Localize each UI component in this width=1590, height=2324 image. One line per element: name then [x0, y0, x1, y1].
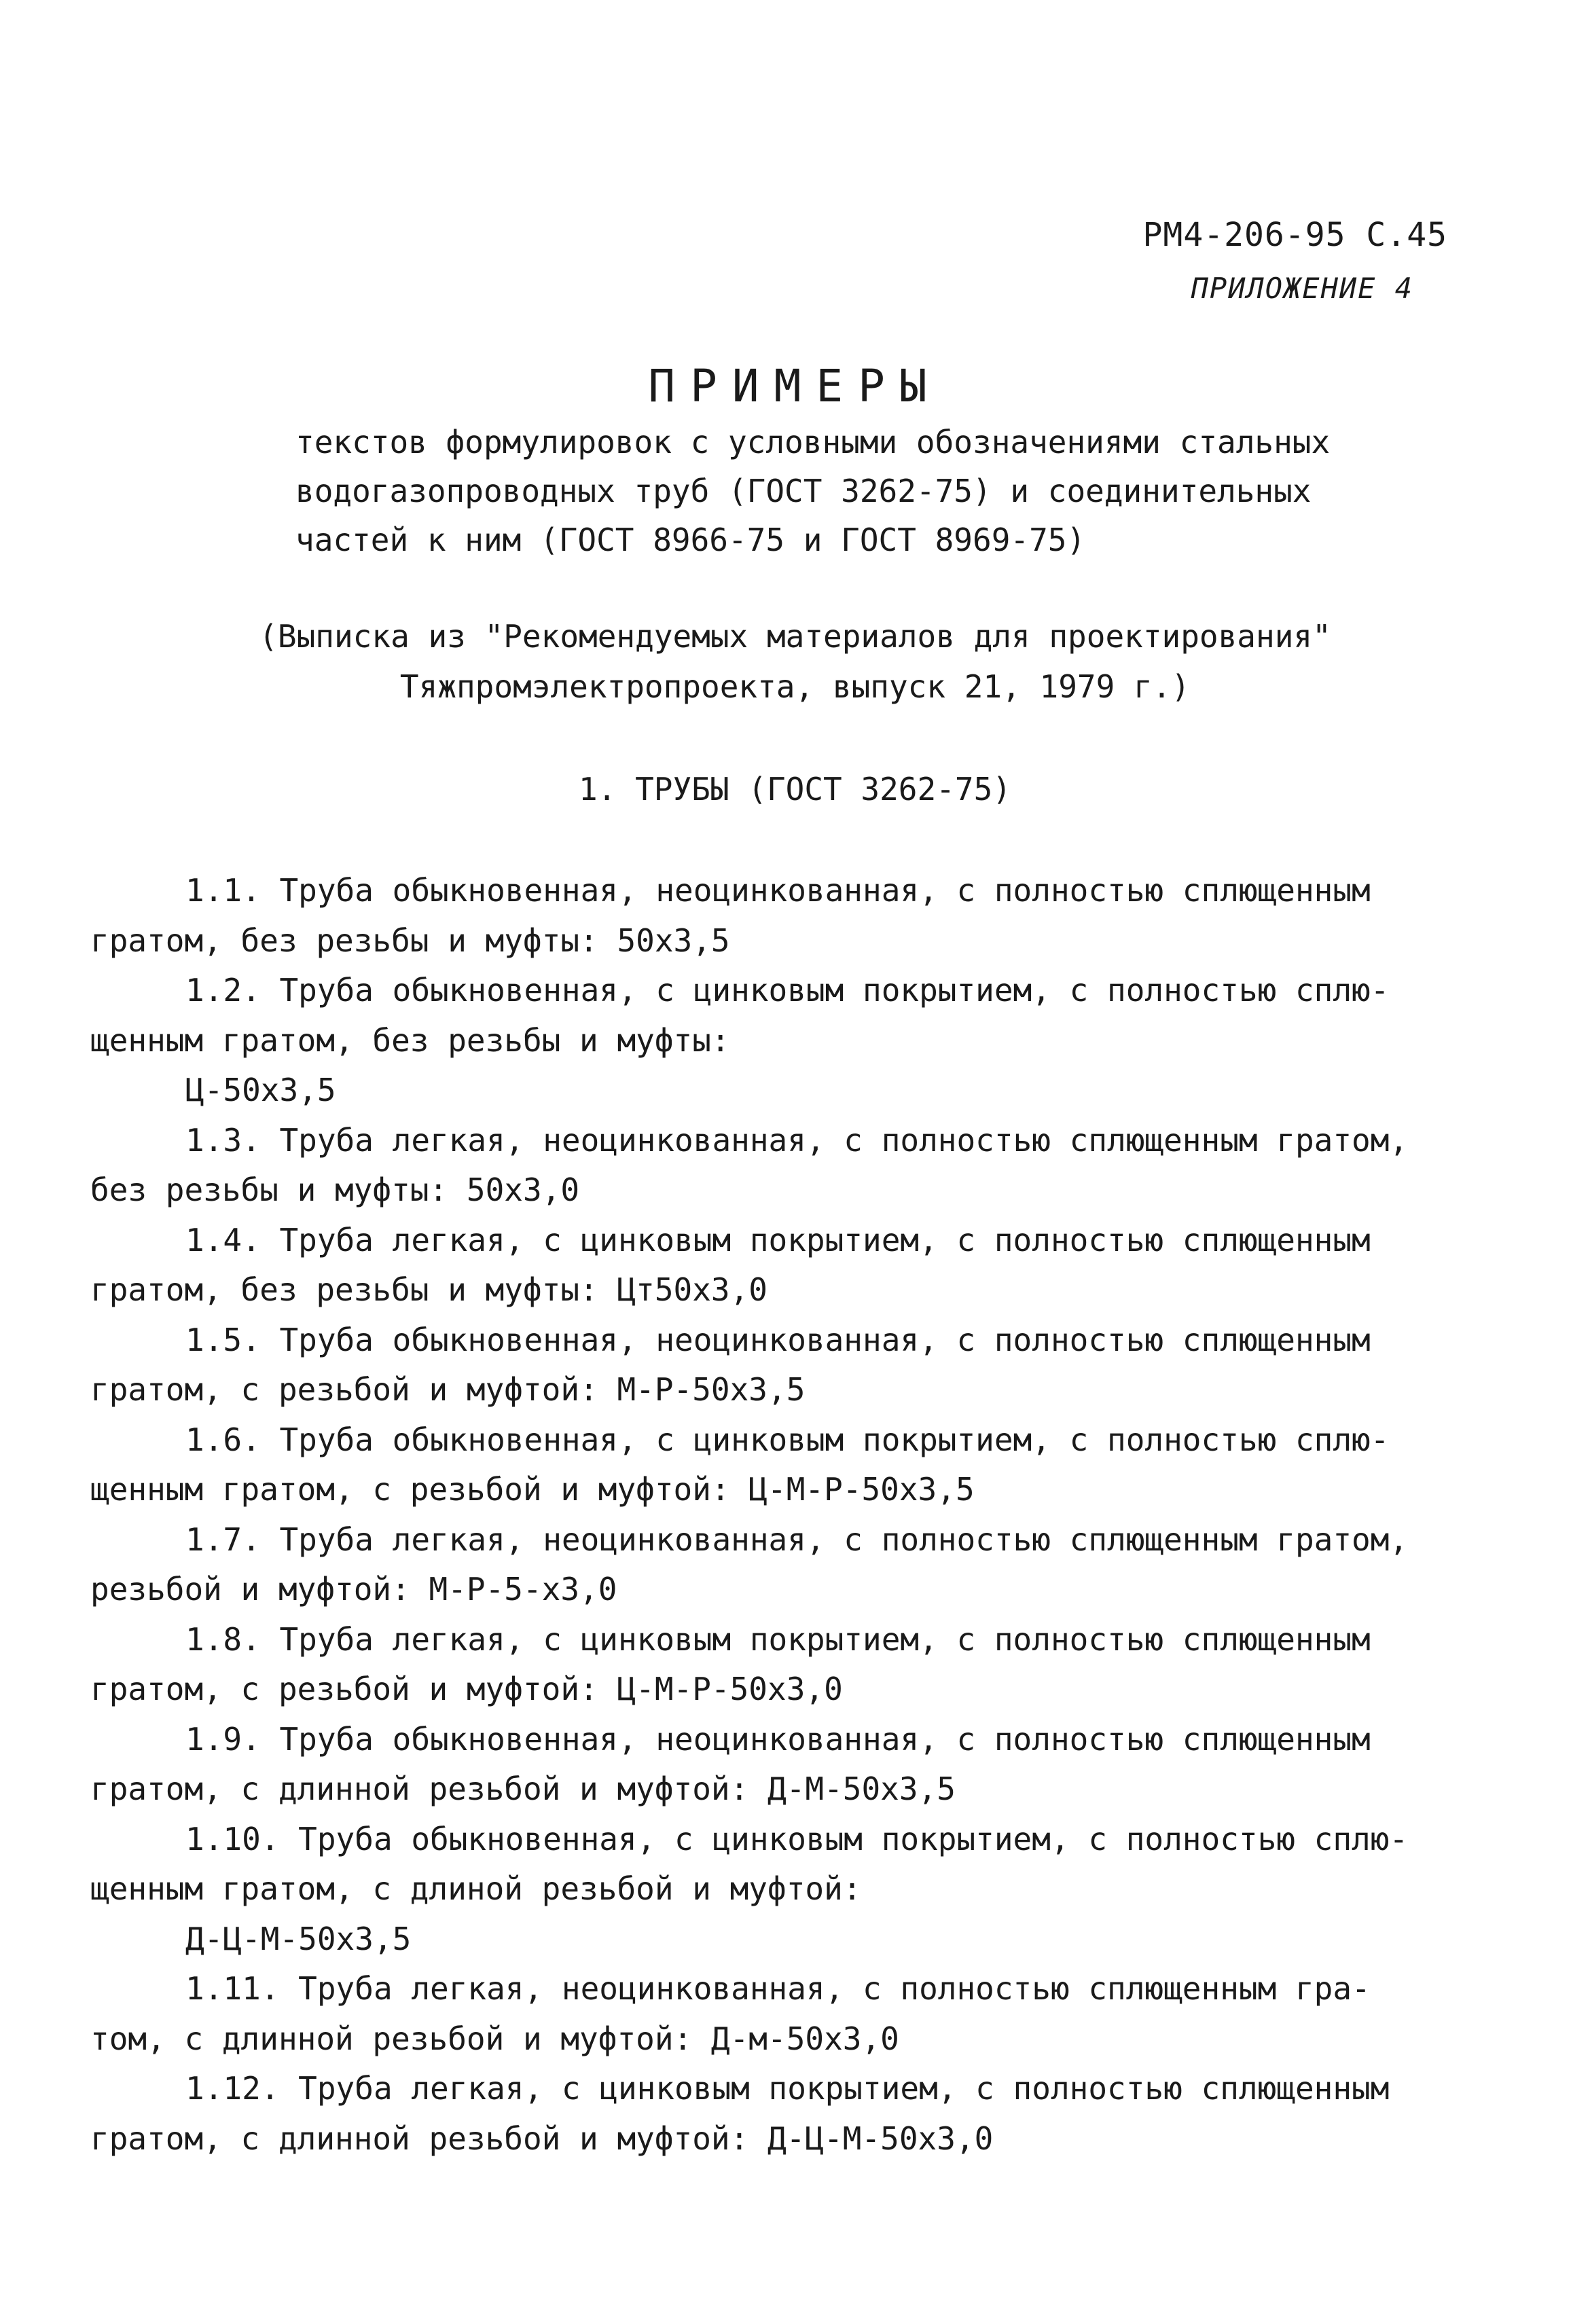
body-line: 1.4. Труба легкая, с цинковым покрытием, с полностью сплющенным	[185, 1221, 1371, 1258]
body-line: щенным гратом, без резьбы и муфты:	[90, 1021, 730, 1059]
section-heading: 1. ТРУБЫ (ГОСТ 3262-75)	[579, 771, 1011, 807]
body-line: Д-Ц-М-50х3,5	[185, 1920, 412, 1957]
body-line: гратом, с резьбой и муфтой: М-Р-50х3,5	[90, 1371, 806, 1408]
body-line: гратом, с резьбой и муфтой: Ц-М-Р-50х3,0	[90, 1671, 843, 1707]
subtitle-line: водогазопроводных труб (ГОСТ 3262-75) и соединительных	[295, 473, 1312, 509]
body-line: 1.10. Труба обыкновенная, с цинковым покрытием, с полностью сплю-	[185, 1820, 1409, 1857]
body-line: 1.12. Труба легкая, с цинковым покрытием, с полностью сплющенным	[185, 2070, 1390, 2107]
body-line: без резьбы и муфты: 50х3,0	[90, 1172, 580, 1208]
body-line: гратом, с длинной резьбой и муфтой: Д-М-50х3,5	[90, 1771, 956, 1807]
body-text	[90, 866, 1489, 2164]
source-note-line: Тяжпромэлектропроекта, выпуск 21, 1979 г.)	[399, 668, 1191, 705]
body-line: 1.7. Труба легкая, неоцинкованная, с полностью сплющенным гратом,	[185, 1521, 1409, 1558]
body-line: щенным гратом, с резьбой и муфтой: Ц-М-Р-50х3,5	[90, 1471, 975, 1508]
body-line: 1.9. Труба обыкновенная, неоцинкованная, с полностью сплющенным	[185, 1720, 1371, 1758]
body-line: том, с длинной резьбой и муфтой: Д-м-50х3,0	[90, 2020, 899, 2057]
body-line: гратом, без резьбы и муфты: Цт50х3,0	[90, 1271, 767, 1308]
subtitle-line: частей к ним (ГОСТ 8966-75 и ГОСТ 8969-75)	[295, 522, 1086, 558]
page-title: ПРИМЕРЫ	[648, 360, 942, 412]
body-line: 1.6. Труба обыкновенная, с цинковым покрытием, с полностью сплю-	[185, 1421, 1390, 1458]
source-note	[0, 611, 1590, 712]
body-line: резьбой и муфтой: М-Р-5-х3,0	[90, 1571, 617, 1608]
body-line: 1.5. Труба обыкновенная, неоцинкованная, с полностью сплющенным	[185, 1321, 1371, 1358]
subtitle-line: текстов формулировок с условными обозначениями стальных	[295, 424, 1331, 460]
subtitle	[295, 418, 1450, 564]
document-code: РМ4-206-95 С.45	[1142, 216, 1447, 254]
source-note-line: (Выписка из "Рекомендуемых материалов для проектирования"	[259, 618, 1331, 655]
body-line: 1.3. Труба легкая, неоцинкованная, с полностью сплющенным гратом,	[185, 1121, 1409, 1159]
body-line: щенным гратом, с длиной резьбой и муфтой:	[90, 1870, 862, 1907]
body-line: 1.1. Труба обыкновенная, неоцинкованная, с полностью сплющенным	[185, 872, 1371, 909]
body-line: 1.11. Труба легкая, неоцинкованная, с полностью сплющенным гра-	[185, 1970, 1371, 2007]
body-line: 1.8. Труба легкая, с цинковым покрытием, с полностью сплющенным	[185, 1620, 1371, 1658]
body-line: гратом, без резьбы и муфты: 50х3,5	[90, 922, 730, 959]
body-line: гратом, с длинной резьбой и муфтой: Д-Ц-М-50х3,0	[90, 2120, 994, 2157]
body-line: Ц-50х3,5	[185, 1072, 336, 1108]
body-line: 1.2. Труба обыкновенная, с цинковым покрытием, с полностью сплю-	[185, 972, 1390, 1009]
appendix-label: ПРИЛОЖЕНИЕ 4	[1191, 272, 1413, 305]
